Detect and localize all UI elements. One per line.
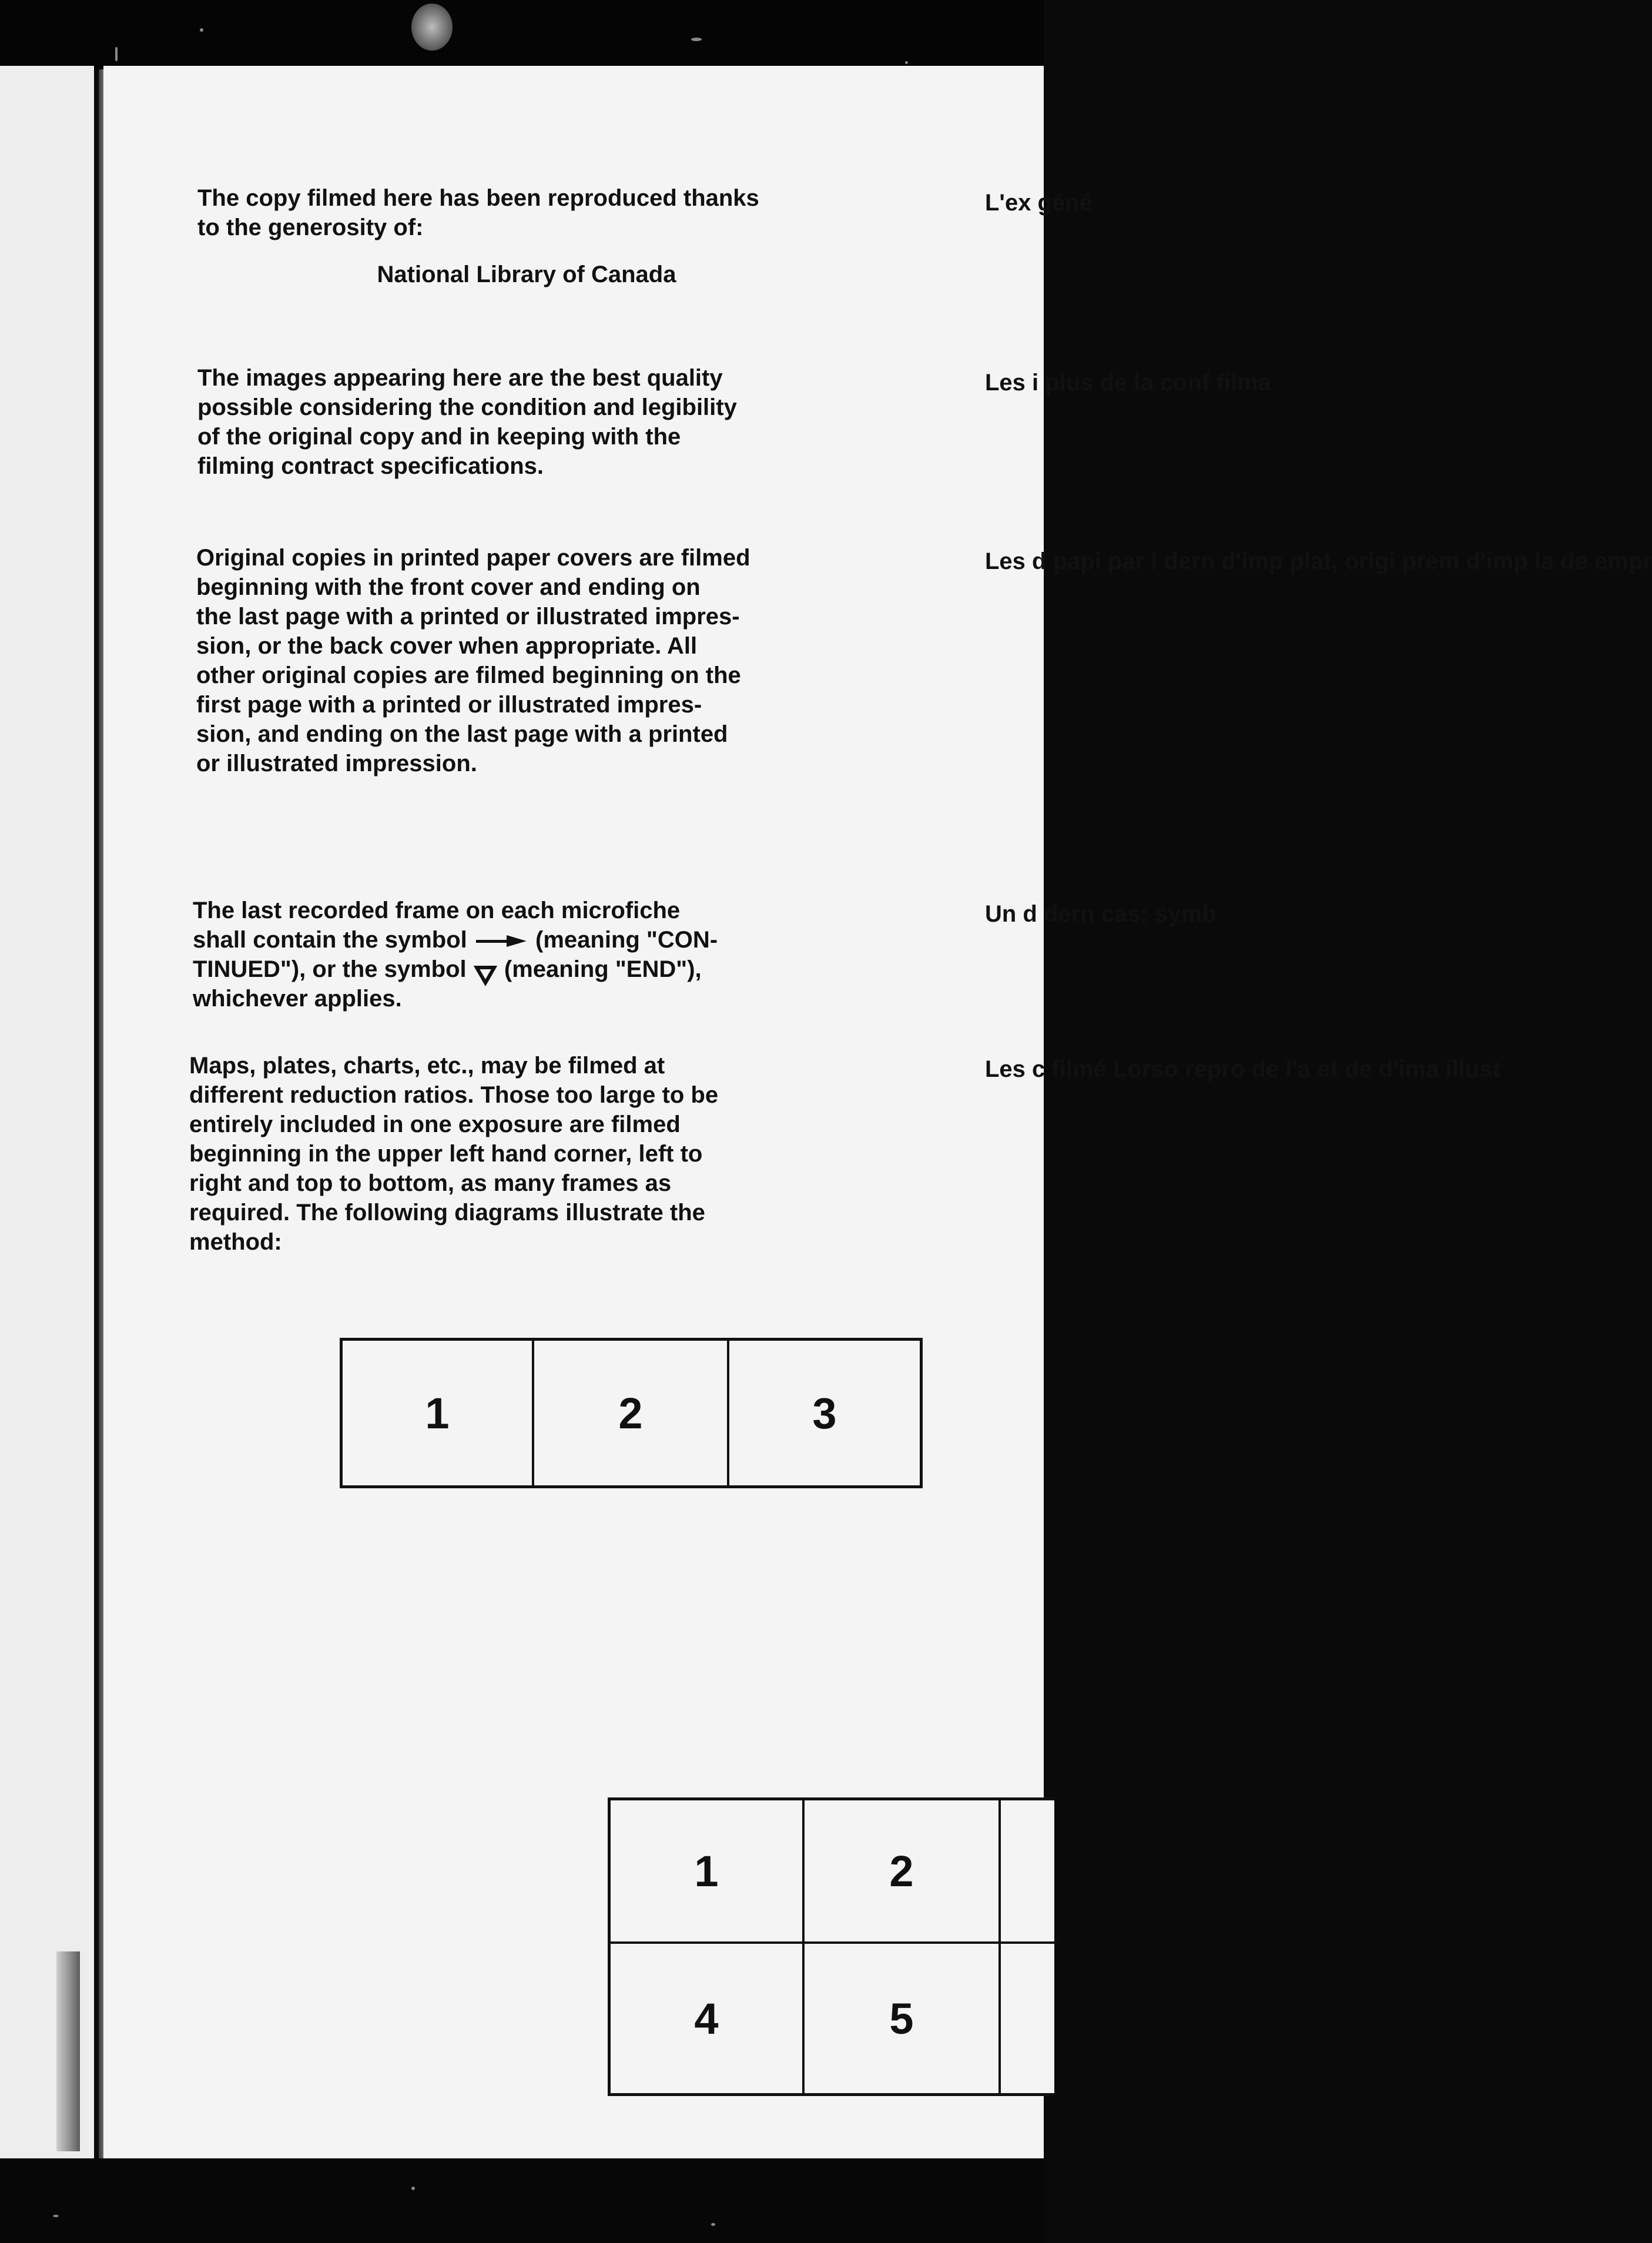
diagram-grid-frame-1: 1 [694, 1846, 719, 1896]
french-fragment-3: Les d papi par l dern d'imp plat, origi prem d'imp la de empr [985, 548, 1652, 574]
microfiche-line-2-start: shall contain the symbol [193, 927, 467, 953]
diagram-grid-frame-2: 2 [889, 1846, 914, 1896]
left-facing-page-edge [0, 66, 94, 2164]
diagram-grid-frame-4: 4 [694, 1994, 719, 2043]
film-bottom-border [0, 2158, 1044, 2243]
document-page [103, 66, 1044, 2162]
french-fragment-4: Un d dern cas: symb [985, 901, 1217, 927]
film-top-border [0, 0, 1044, 71]
microfiche-line-4: whichever applies. [193, 986, 402, 1012]
page-gutter [99, 69, 103, 2162]
microfiche-line-2-end: (meaning "CON- [535, 927, 718, 953]
french-column-clipped [985, 66, 1652, 2162]
diagram-grid-frame-5: 5 [889, 1994, 914, 2043]
left-page-shadow [56, 1951, 80, 2151]
film-speck [115, 47, 118, 61]
diagram-frame-2: 2 [618, 1388, 643, 1438]
film-speck [53, 2215, 59, 2217]
french-fragment-1: L'ex géné [985, 190, 1093, 216]
film-speck [691, 38, 702, 41]
film-speck [711, 2223, 715, 2226]
microfiche-line-3-end: (meaning "END"), [504, 956, 702, 982]
film-speck [411, 4, 453, 51]
french-fragment-5: Les c filmé Lorso repro de l'a et de d'ima illust [985, 1056, 1501, 1082]
microfiche-line-1: The last recorded frame on each microfiche [193, 898, 681, 923]
film-speck [411, 2187, 415, 2190]
diagram-frame-1: 1 [425, 1388, 450, 1438]
maps-plates-paragraph: Maps, plates, charts, etc., may be filmed at different reduction ratios. Those too large to be entirely included in one exposure are filmed beginning in the upper left hand corner, left to right and top to bottom, as many frames as required. The following diagrams illustrate the method: [189, 1053, 719, 1255]
acknowledgement-paragraph: The copy filmed here has been reproduced thanks to the generosity of: [197, 185, 759, 240]
microfiche-line-2 [193, 925, 898, 955]
diagram-three-frames [340, 1338, 923, 1488]
french-fragment-2: Les i plus de la conf filma [985, 370, 1271, 396]
diagram-frame-3: 3 [812, 1388, 837, 1438]
film-speck [200, 28, 203, 32]
end-triangle-icon [475, 962, 495, 979]
microfiche-symbol-paragraph [193, 896, 898, 1013]
image-quality-paragraph: The images appearing here are the best quality possible considering the condition and legibility of the original copy and in keeping with the filming contract specifications. [197, 365, 737, 479]
printed-covers-paragraph: Original copies in printed paper covers are filmed beginning with the front cover and ending on the last page with a printed or illustrated impres- sion, or the back cover when appropriate. All other original copies are filmed beginning on the first page with a printed or illustrated impres- sion, and ending on the last page with a printed or illustrated impression. [196, 545, 750, 776]
microfiche-line-3 [193, 955, 898, 984]
microfiche-line-3-start: TINUED"), or the symbol [193, 956, 467, 982]
film-speck [905, 61, 908, 64]
library-name: National Library of Canada [377, 262, 676, 287]
continued-arrow-icon [476, 934, 527, 948]
